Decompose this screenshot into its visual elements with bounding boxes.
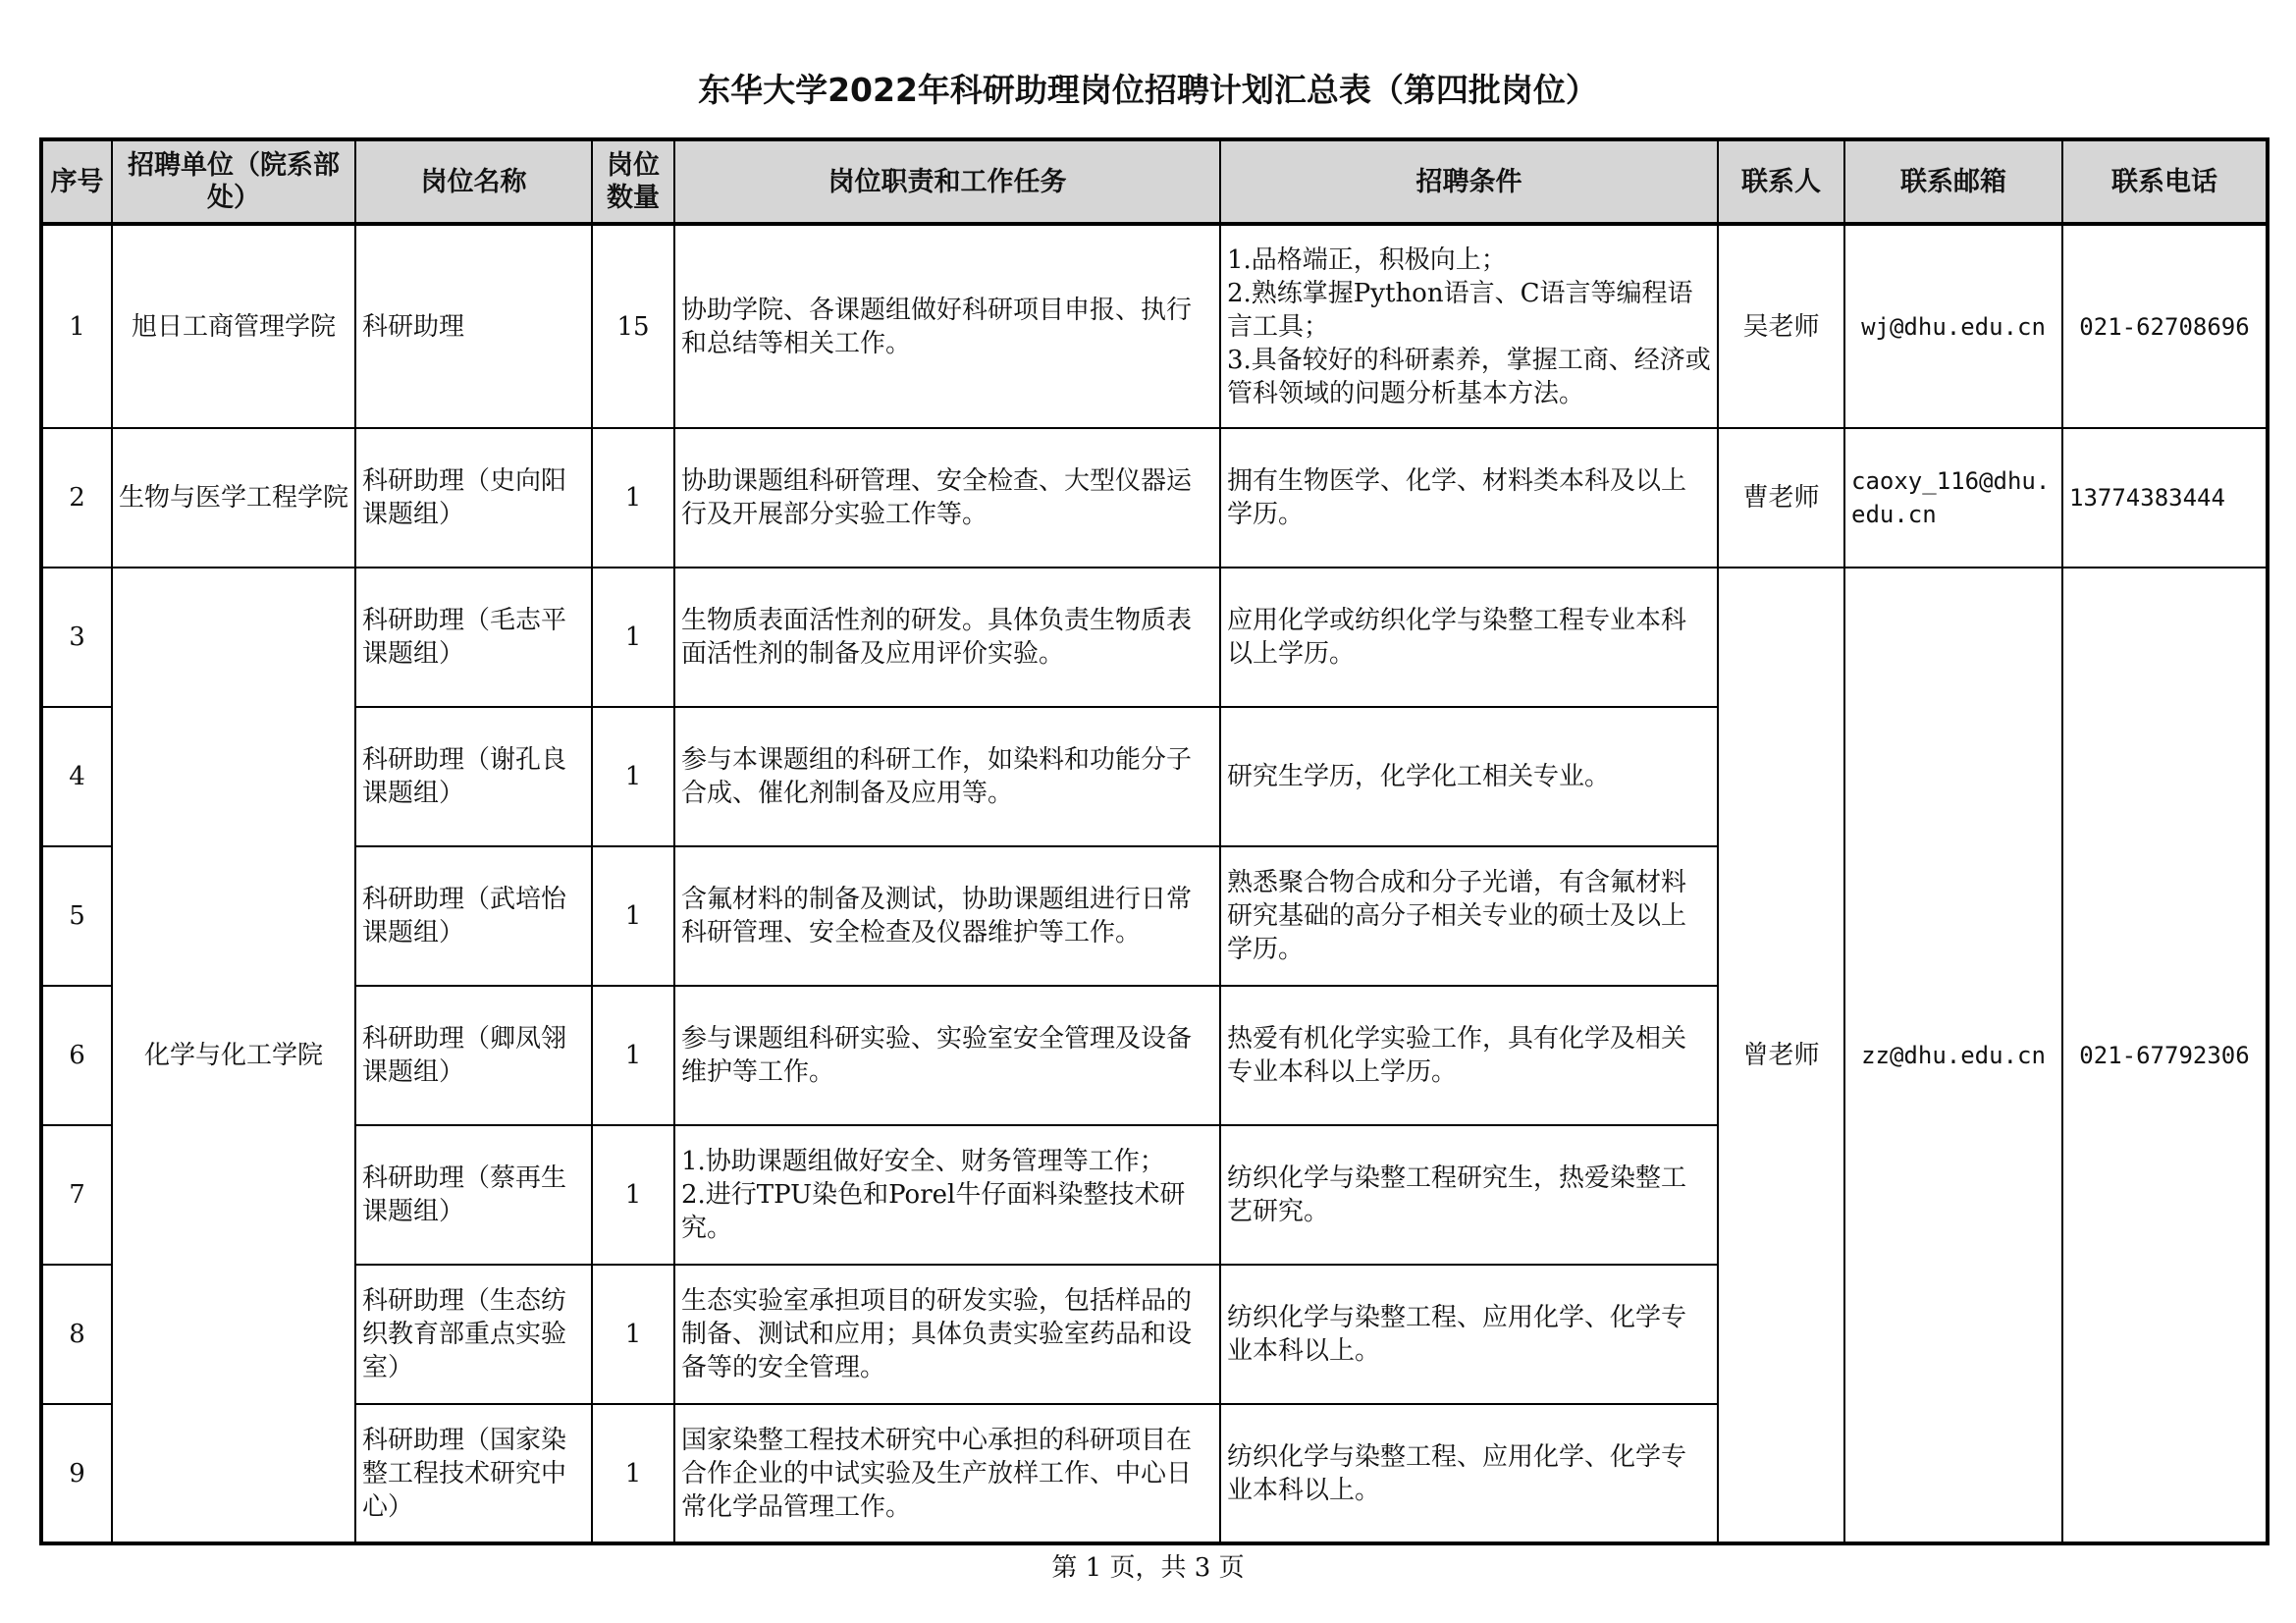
- cell-count: 1: [592, 428, 674, 568]
- cell-duties: 1.协助课题组做好安全、财务管理等工作； 2.进行TPU染色和Porel牛仔面料染整技术研究。: [674, 1125, 1220, 1265]
- table-row: [41, 224, 2268, 428]
- cell-unit: 生物与医学工程学院: [112, 428, 355, 568]
- cell-position: 科研助理（卿凤翎课题组）: [355, 986, 592, 1125]
- header-unit: 招聘单位（院系部处）: [112, 139, 355, 224]
- cell-seq: 5: [41, 846, 112, 986]
- cell-seq: 6: [41, 986, 112, 1125]
- cell-count: 1: [592, 846, 674, 986]
- cell-email: wj@dhu.edu.cn: [1844, 224, 2062, 428]
- page-title: 东华大学2022年科研助理岗位招聘计划汇总表（第四批岗位）: [698, 71, 1598, 109]
- cell-position: 科研助理（蔡再生课题组）: [355, 1125, 592, 1265]
- cell-duties: 国家染整工程技术研究中心承担的科研项目在合作企业的中试实验及生产放样工作、中心日常化学品管理工作。: [674, 1404, 1220, 1543]
- cell-position: 科研助理（武培怡课题组）: [355, 846, 592, 986]
- cell-unit: 化学与化工学院: [112, 568, 355, 1543]
- cell-seq: 4: [41, 707, 112, 846]
- cell-count: 1: [592, 1265, 674, 1404]
- header-seq: 序号: [41, 139, 112, 224]
- cell-seq: 8: [41, 1265, 112, 1404]
- cell-seq: 2: [41, 428, 112, 568]
- header-phone: 联系电话: [2062, 139, 2268, 224]
- cell-seq: 3: [41, 568, 112, 707]
- cell-position: 科研助理（生态纺织教育部重点实验室）: [355, 1265, 592, 1404]
- cell-requirements: 热爱有机化学实验工作，具有化学及相关专业本科以上学历。: [1220, 986, 1718, 1125]
- cell-unit: 旭日工商管理学院: [112, 224, 355, 428]
- cell-contact: 吴老师: [1718, 224, 1844, 428]
- cell-duties: 协助学院、各课题组做好科研项目申报、执行和总结等相关工作。: [674, 224, 1220, 428]
- header-position: 岗位名称: [355, 139, 592, 224]
- cell-seq: 7: [41, 1125, 112, 1265]
- cell-email: zz@dhu.edu.cn: [1844, 568, 2062, 1543]
- cell-seq: 1: [41, 224, 112, 428]
- header-contact: 联系人: [1718, 139, 1844, 224]
- cell-duties: 参与本课题组的科研工作，如染料和功能分子合成、催化剂制备及应用等。: [674, 707, 1220, 846]
- cell-duties: 生物质表面活性剂的研发。具体负责生物质表面活性剂的制备及应用评价实验。: [674, 568, 1220, 707]
- cell-phone: 021-62708696: [2062, 224, 2268, 428]
- cell-phone: 021-67792306: [2062, 568, 2268, 1543]
- table-row: [41, 428, 2268, 568]
- cell-position: 科研助理（谢孔良课题组）: [355, 707, 592, 846]
- cell-position: 科研助理: [355, 224, 592, 428]
- page-footer: 第 1 页，共 3 页: [1051, 1553, 1245, 1583]
- cell-contact: 曾老师: [1718, 568, 1844, 1543]
- cell-contact: 曹老师: [1718, 428, 1844, 568]
- header-duties: 岗位职责和工作任务: [674, 139, 1220, 224]
- cell-seq: 9: [41, 1404, 112, 1543]
- cell-position: 科研助理（国家染整工程技术研究中心）: [355, 1404, 592, 1543]
- cell-requirements: 纺织化学与染整工程、应用化学、化学专业本科以上。: [1220, 1265, 1718, 1404]
- cell-duties: 参与课题组科研实验、实验室安全管理及设备维护等工作。: [674, 986, 1220, 1125]
- cell-requirements: 纺织化学与染整工程、应用化学、化学专业本科以上。: [1220, 1404, 1718, 1543]
- header-count: 岗位数量: [592, 139, 674, 224]
- cell-position: 科研助理（史向阳课题组）: [355, 428, 592, 568]
- table-row: [41, 568, 2268, 707]
- cell-requirements: 1.品格端正，积极向上； 2.熟练掌握Python语言、C语言等编程语言工具； 3.具备较好的科研素养，掌握工商、经济或管科领域的问题分析基本方法。: [1220, 224, 1718, 428]
- cell-count: 1: [592, 1404, 674, 1543]
- cell-requirements: 应用化学或纺织化学与染整工程专业本科以上学历。: [1220, 568, 1718, 707]
- cell-phone: 13774383444: [2062, 428, 2268, 568]
- header-email: 联系邮箱: [1844, 139, 2062, 224]
- cell-position: 科研助理（毛志平课题组）: [355, 568, 592, 707]
- cell-email: caoxy_116@dhu.edu.cn: [1844, 428, 2062, 568]
- cell-count: 1: [592, 568, 674, 707]
- header-requirements: 招聘条件: [1220, 139, 1718, 224]
- cell-count: 1: [592, 986, 674, 1125]
- cell-requirements: 研究生学历，化学化工相关专业。: [1220, 707, 1718, 846]
- cell-duties: 生态实验室承担项目的研发实验，包括样品的制备、测试和应用；具体负责实验室药品和设备等的安全管理。: [674, 1265, 1220, 1404]
- cell-requirements: 纺织化学与染整工程研究生，热爱染整工艺研究。: [1220, 1125, 1718, 1265]
- recruitment-table: [39, 137, 2269, 1545]
- cell-requirements: 熟悉聚合物合成和分子光谱，有含氟材料研究基础的高分子相关专业的硕士及以上学历。: [1220, 846, 1718, 986]
- cell-duties: 含氟材料的制备及测试，协助课题组进行日常科研管理、安全检查及仪器维护等工作。: [674, 846, 1220, 986]
- cell-count: 15: [592, 224, 674, 428]
- cell-count: 1: [592, 1125, 674, 1265]
- cell-duties: 协助课题组科研管理、安全检查、大型仪器运行及开展部分实验工作等。: [674, 428, 1220, 568]
- cell-count: 1: [592, 707, 674, 846]
- cell-requirements: 拥有生物医学、化学、材料类本科及以上学历。: [1220, 428, 1718, 568]
- header-row: [41, 139, 2268, 224]
